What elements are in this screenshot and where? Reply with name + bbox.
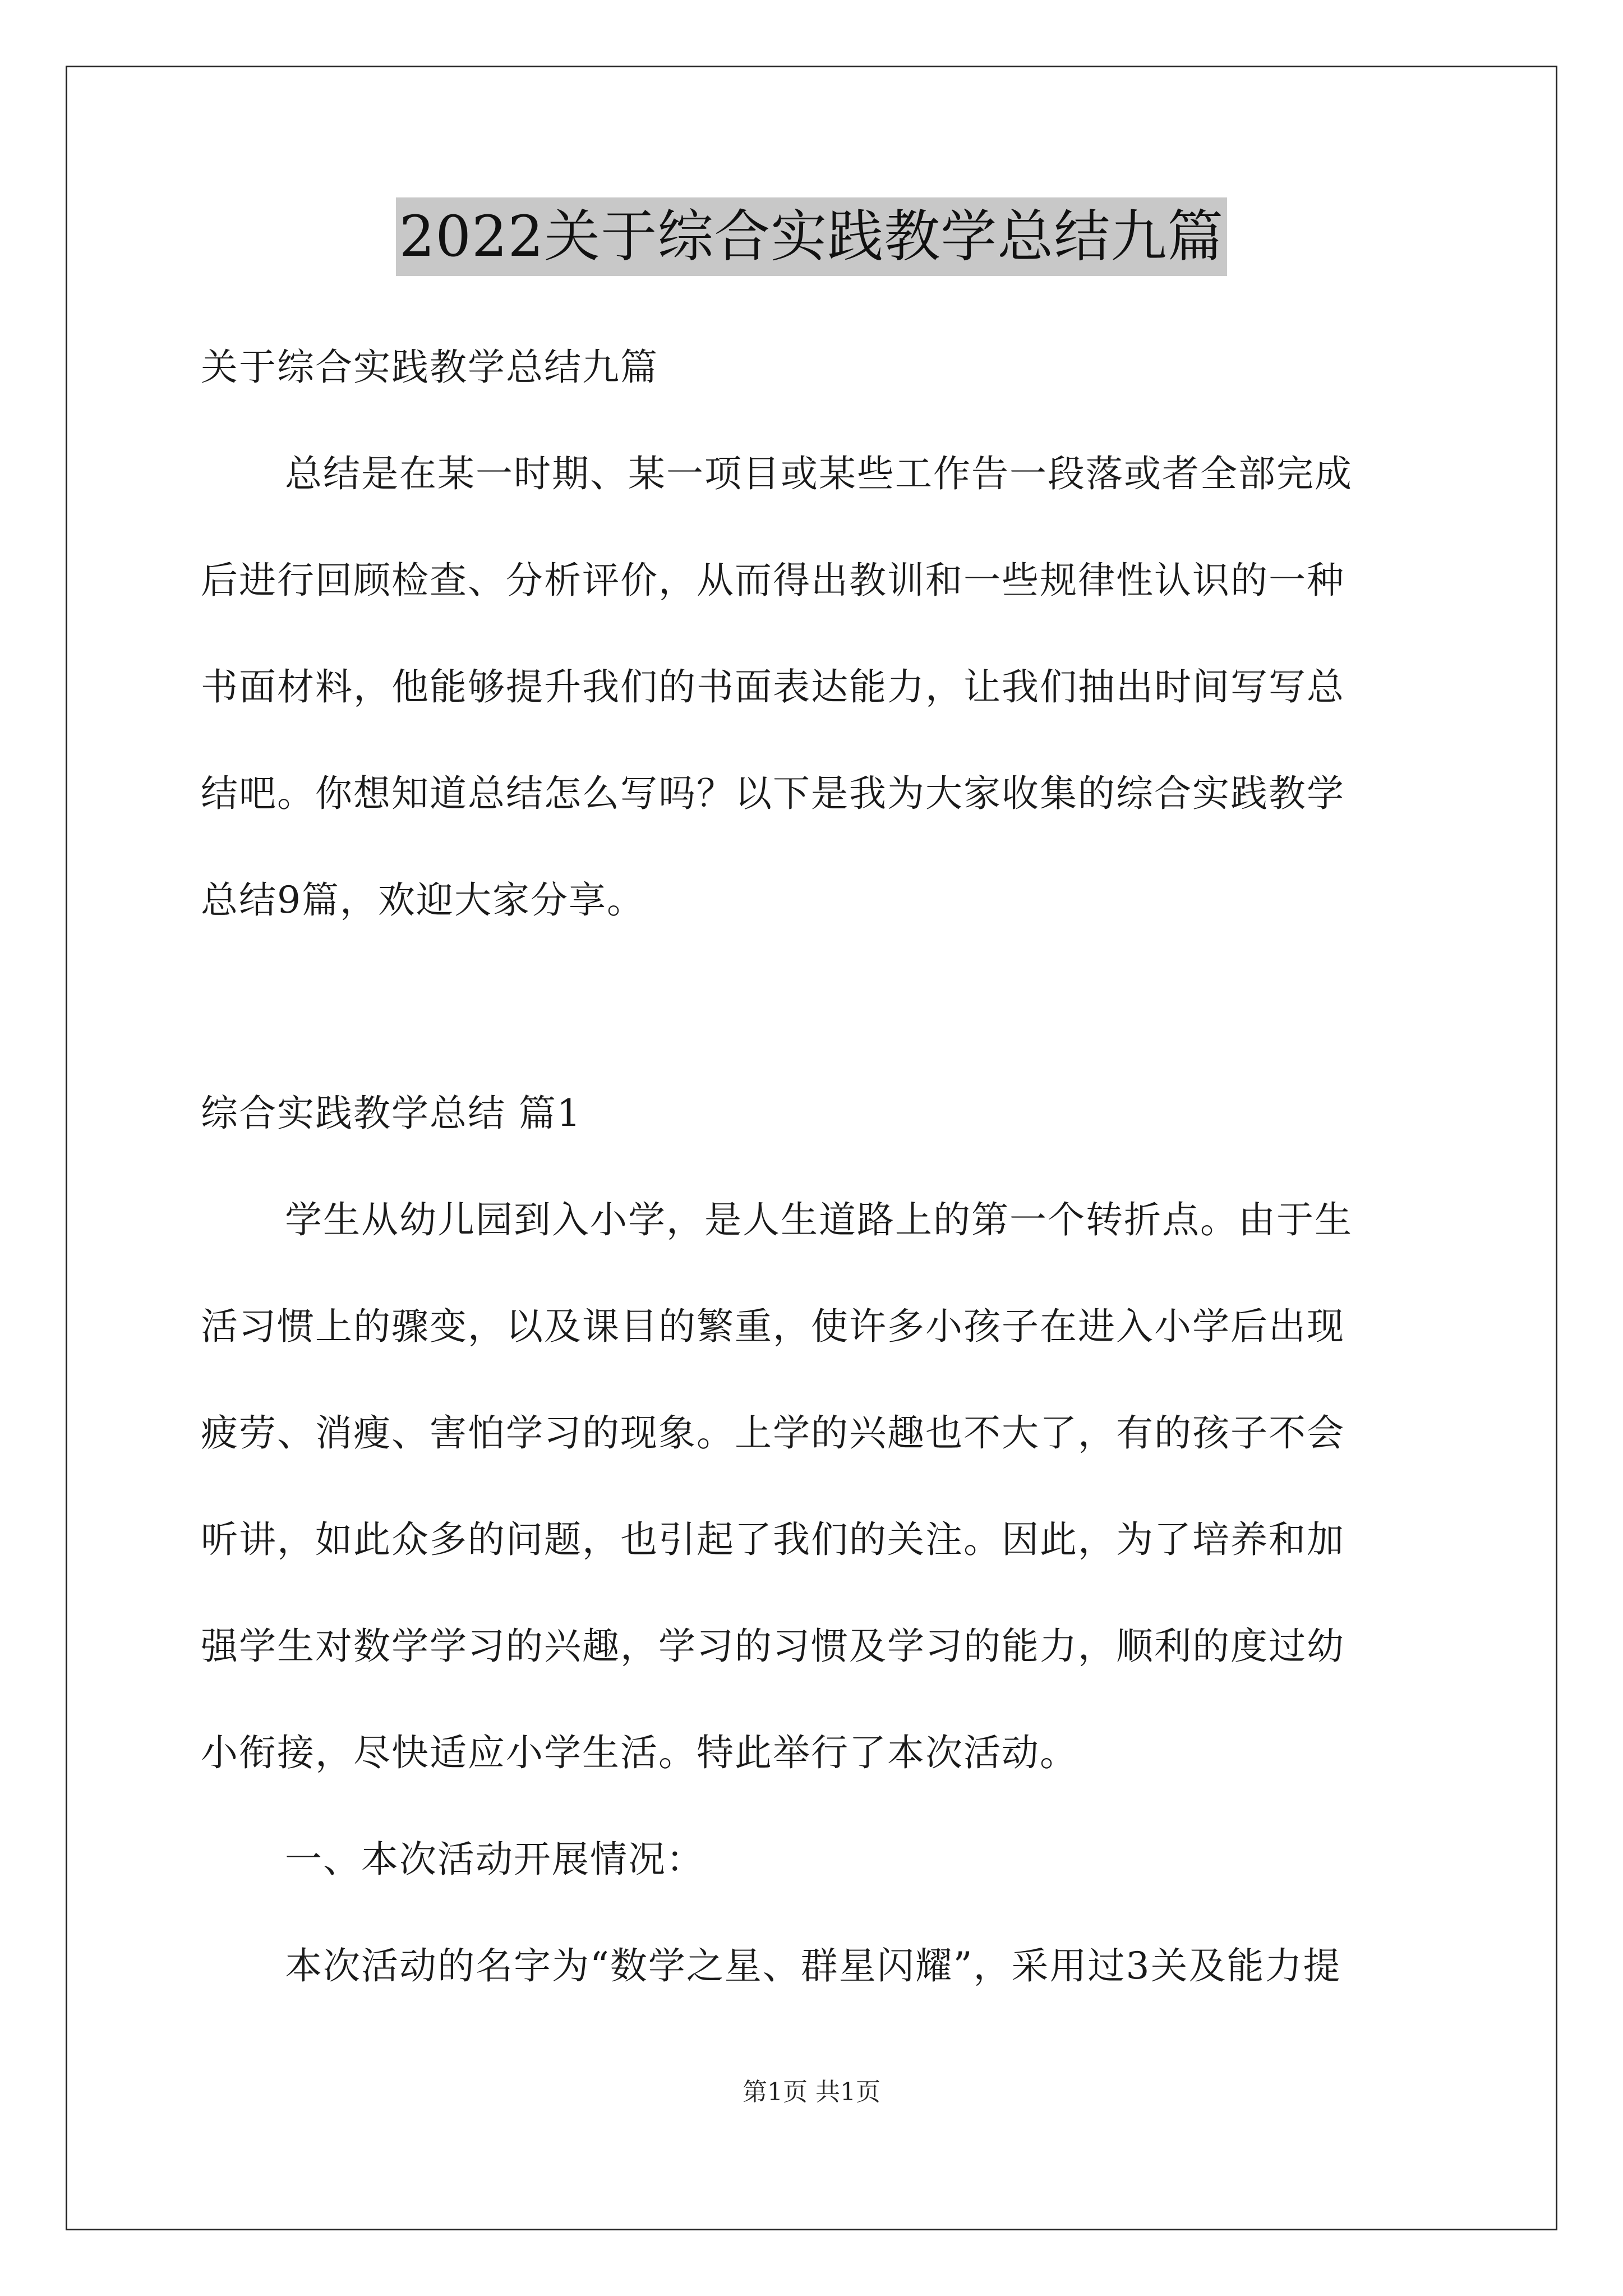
document-title: 2022关于综合实践教学总结九篇 [396,197,1228,276]
subtitle: 关于综合实践教学总结九篇 [201,346,658,389]
intro-line: 结吧。你想知道总结怎么写吗？以下是我为大家收集的综合实践教学 [201,772,1345,815]
title-container [0,197,1623,276]
section-line: 小衔接，尽快适应小学生活。特此举行了本次活动。 [201,1731,1078,1774]
section-line: 活习惯上的骤变，以及课目的繁重，使许多小孩子在进入小学后出现 [201,1305,1345,1348]
list-item-line: 本次活动的名字为“数学之星、群星闪耀”，采用过3关及能力提 [285,1944,1341,1987]
intro-line: 总结是在某一时期、某一项目或某些工作告一段落或者全部完成 [285,452,1353,495]
section-line: 强学生对数学学习的兴趣，学习的习惯及学习的能力，顺利的度过幼 [201,1625,1345,1668]
section-line: 学生从幼儿园到入小学，是人生道路上的第一个转折点。由于生 [285,1198,1353,1241]
spacer [201,954,1430,1060]
intro-line: 书面材料，他能够提升我们的书面表达能力，让我们抽出时间写写总 [201,665,1345,708]
section-heading: 综合实践教学总结 篇1 [201,1092,582,1135]
document-body [201,314,1430,2019]
page-footer: 第1页 共1页 [743,2078,880,2106]
list-item-heading: 一、本次活动开展情况： [285,1838,704,1881]
intro-line: 后进行回顾检查、分析评价，从而得出教训和一些规律性认识的一种 [201,559,1345,602]
section-line: 听讲，如此众多的问题，也引起了我们的关注。因此，为了培养和加 [201,1518,1345,1561]
section-line: 疲劳、消瘦、害怕学习的现象。上学的兴趣也不大了，有的孩子不会 [201,1411,1345,1455]
intro-line: 总结9篇，欢迎大家分享。 [201,878,645,922]
